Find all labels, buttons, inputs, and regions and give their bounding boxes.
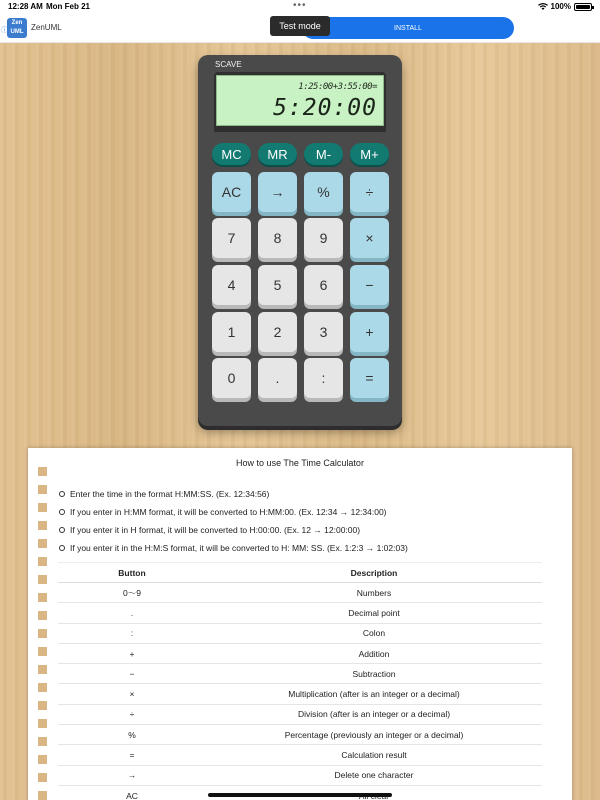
result-readout: 5:20:00 (273, 95, 377, 121)
plus-button[interactable]: + (350, 312, 389, 352)
row-description: Percentage (previously an integer or a decimal) (206, 725, 542, 745)
binder-hole (38, 737, 47, 746)
table-row (58, 623, 542, 643)
digit-5-button[interactable]: 5 (258, 265, 297, 305)
row-button: . (58, 603, 206, 623)
expression-readout: 1:25:00+3:55:00= (298, 82, 377, 92)
digit-6-button[interactable]: 6 (304, 265, 343, 305)
memory-clear-button[interactable]: MC (212, 143, 251, 165)
row-button: × (58, 684, 206, 704)
digit-1-button[interactable]: 1 (212, 312, 251, 352)
zenuml-logo-icon[interactable]: Zen UML (7, 18, 27, 38)
multitask-dots-icon[interactable]: ••• (293, 0, 307, 11)
battery-percent: 100% (550, 2, 571, 11)
digit-7-button[interactable]: 7 (212, 218, 251, 258)
binder-hole (38, 773, 47, 782)
row-description: Addition (206, 643, 542, 663)
table-header-row (58, 563, 542, 583)
column-header-button: Button (58, 563, 206, 583)
battery-icon (574, 3, 592, 11)
status-right (538, 2, 592, 11)
binder-hole (38, 683, 47, 692)
status-time: 12:28 AM (8, 2, 43, 11)
binder-hole (38, 629, 47, 638)
row-button: ÷ (58, 704, 206, 724)
table-row (58, 765, 542, 785)
row-description: Subtraction (206, 664, 542, 684)
row-description: Calculation result (206, 745, 542, 765)
table-row (58, 704, 542, 724)
decimal-point-button[interactable]: . (258, 358, 297, 398)
table-row (58, 725, 542, 745)
binder-hole (38, 701, 47, 710)
button-help-table (58, 562, 542, 800)
help-bullet-list (58, 488, 558, 560)
multiply-button[interactable]: × (350, 218, 389, 258)
row-description: Numbers (206, 583, 542, 603)
row-button: + (58, 643, 206, 663)
help-bullet: If you enter it in H format, it will be converted to H:00:00. (Ex. 12 → 12:00:00) (58, 524, 558, 542)
row-button: − (58, 664, 206, 684)
row-button: % (58, 725, 206, 745)
memory-recall-button[interactable]: MR (258, 143, 297, 165)
row-button: → (58, 765, 206, 785)
column-header-description: Description (206, 563, 542, 583)
binder-hole (38, 521, 47, 530)
binder-hole (38, 665, 47, 674)
calculator-brand: SCAVE (215, 60, 242, 69)
digit-8-button[interactable]: 8 (258, 218, 297, 258)
ad-app-name[interactable]: ZenUML (31, 23, 62, 32)
binder-hole (38, 557, 47, 566)
table-row (58, 664, 542, 684)
row-description: Colon (206, 623, 542, 643)
status-date: Mon Feb 21 (46, 2, 91, 11)
table-row (58, 684, 542, 704)
row-description: Delete one character (206, 765, 542, 785)
row-description: Decimal point (206, 603, 542, 623)
digit-4-button[interactable]: 4 (212, 265, 251, 305)
row-button: : (58, 623, 206, 643)
row-button: = (58, 745, 206, 765)
binder-hole (38, 611, 47, 620)
digit-0-button[interactable]: 0 (212, 358, 251, 398)
row-description: Multiplication (after is an integer or a decimal) (206, 684, 542, 704)
table-row (58, 643, 542, 663)
memory-subtract-button[interactable]: M- (304, 143, 343, 165)
binder-hole (38, 755, 47, 764)
lcd-screen (216, 75, 384, 126)
status-bar (0, 0, 600, 14)
binder-hole (38, 539, 47, 548)
help-bullet: If you enter in H:MM format, it will be converted to H:MM:00. (Ex. 12:34 → 12:34:00) (58, 506, 558, 524)
calculator (198, 55, 402, 426)
help-bullet: Enter the time in the format H:MM:SS. (Ex. 12:34:56) (58, 488, 558, 506)
help-bullet: If you enter it in the H:M:S format, it will be converted to H: MM: SS. (Ex. 1:2:3 → 1:02:03) (58, 542, 558, 560)
binder-hole (38, 719, 47, 728)
wifi-icon (538, 3, 548, 10)
binder-hole (38, 485, 47, 494)
all-clear-button[interactable]: AC (212, 172, 251, 212)
row-button: AC (58, 785, 206, 800)
digit-9-button[interactable]: 9 (304, 218, 343, 258)
binder-hole (38, 791, 47, 800)
help-title: How to use The Time Calculator (236, 458, 364, 468)
backspace-button[interactable]: → (258, 172, 297, 212)
ad-info-icon[interactable]: ⓘ (1, 27, 8, 34)
binder-hole (38, 503, 47, 512)
test-mode-badge: Test mode (270, 16, 330, 36)
table-row (58, 603, 542, 623)
table-row (58, 583, 542, 603)
digit-3-button[interactable]: 3 (304, 312, 343, 352)
help-notepad (28, 448, 572, 800)
row-description: Division (after is an integer or a decimal) (206, 704, 542, 724)
colon-button[interactable]: : (304, 358, 343, 398)
install-button[interactable]: INSTALL (302, 17, 514, 39)
binder-hole (38, 575, 47, 584)
binder-hole (38, 593, 47, 602)
divide-button[interactable]: ÷ (350, 172, 389, 212)
digit-2-button[interactable]: 2 (258, 312, 297, 352)
percent-button[interactable]: % (304, 172, 343, 212)
home-indicator[interactable] (208, 793, 392, 797)
binder-hole (38, 467, 47, 476)
memory-add-button[interactable]: M+ (350, 143, 389, 165)
minus-button[interactable]: − (350, 265, 389, 305)
row-button: 0〜9 (58, 583, 206, 603)
table-row (58, 745, 542, 765)
equals-button[interactable]: = (350, 358, 389, 398)
binder-hole (38, 647, 47, 656)
